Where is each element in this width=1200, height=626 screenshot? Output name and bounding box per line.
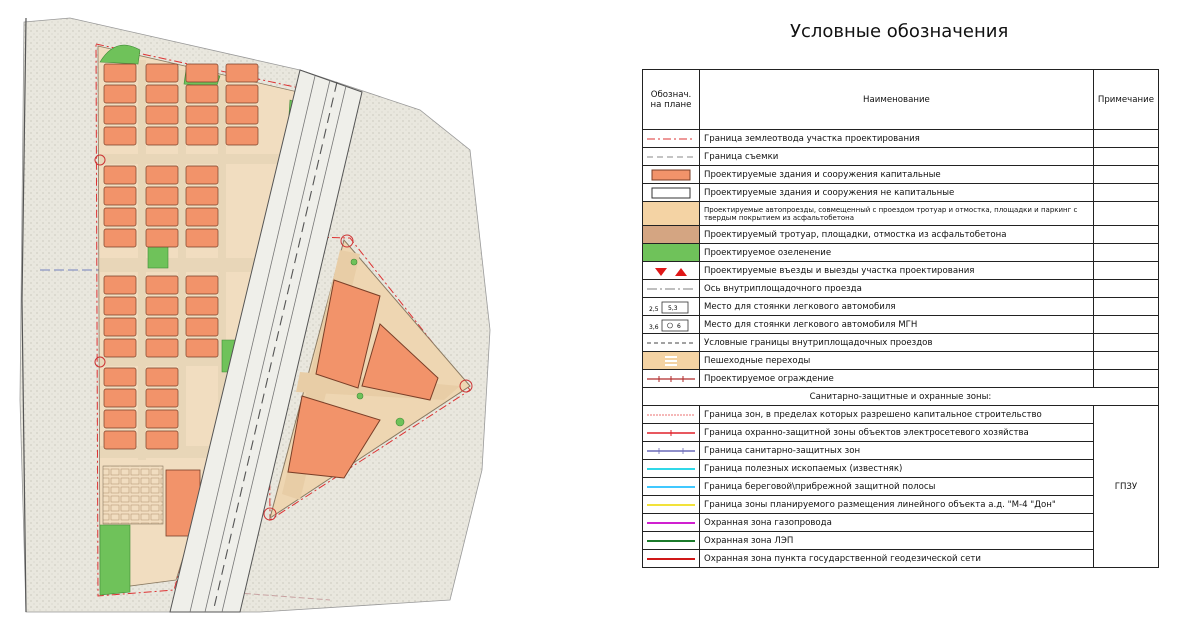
capital-building-symbol (643, 166, 700, 184)
house (146, 297, 178, 315)
zone-row (643, 406, 1159, 424)
zone-line-symbol (643, 406, 700, 424)
zone-label: Граница зон, в пределах которых разрешено капитальное строительство (700, 406, 1094, 424)
house (104, 208, 136, 226)
legend-row (643, 226, 1159, 244)
house (186, 187, 218, 205)
house (146, 127, 178, 145)
legend-row (643, 244, 1159, 262)
legend-item-label: Граница землеотвода участка проектирования (700, 130, 1094, 148)
dash-boundary-symbol (643, 334, 700, 352)
header-note: Примечание (1093, 70, 1158, 130)
zones-note: ГПЗУ (1093, 406, 1158, 568)
legend-row (643, 334, 1159, 352)
house (104, 127, 136, 145)
house (104, 276, 136, 294)
zone-row (643, 424, 1159, 442)
parking-symbol (643, 298, 700, 316)
zone-row (643, 478, 1159, 496)
zone-label: Охранная зона газопровода (700, 514, 1094, 532)
legend-item-label: Пешеходные переходы (700, 352, 1094, 370)
legend-row (643, 316, 1159, 334)
legend-item-label: Место для стоянки легкового автомобиля МГН (700, 316, 1094, 334)
house (104, 166, 136, 184)
zone-line-symbol (643, 496, 700, 514)
house (104, 106, 136, 124)
legend-item-label: Проектируемые автопроезды, совмещенный с проездом тротуар и отмостка, площадки и паркинг с твердым покрытием из асфальтобетона (700, 202, 1094, 226)
zone-row (643, 460, 1159, 478)
legend-item-label: Ось внутриплощадочного проезда (700, 280, 1094, 298)
legend-item-label: Проектируемый тротуар, площадки, отмостка из асфальтобетона (700, 226, 1094, 244)
house (186, 297, 218, 315)
zone-row (643, 514, 1159, 532)
crosswalk-symbol (643, 352, 700, 370)
house (104, 64, 136, 82)
zone-row (643, 496, 1159, 514)
house (146, 85, 178, 103)
legend-row (643, 280, 1159, 298)
zone-line-symbol (643, 442, 700, 460)
house (146, 276, 178, 294)
zone-label: Граница полезных ископаемых (известняк) (700, 460, 1094, 478)
house (186, 85, 218, 103)
zone-label: Охранная зона пункта государственной геодезической сети (700, 550, 1094, 568)
legend-header-row (643, 70, 1159, 130)
legend-item-label: Граница съемки (700, 148, 1094, 166)
zone-row (643, 442, 1159, 460)
legend-item-label: Проектируемое ограждение (700, 370, 1094, 388)
legend-row (643, 298, 1159, 316)
house (146, 106, 178, 124)
house (186, 208, 218, 226)
zone-label: Граница береговой\прибрежной защитной полосы (700, 478, 1094, 496)
greenery-symbol (643, 244, 700, 262)
parking-area (103, 466, 163, 524)
house (146, 187, 178, 205)
house (226, 127, 258, 145)
legend-row (643, 370, 1159, 388)
house (104, 410, 136, 428)
legend-title: Условные обозначения (790, 21, 1009, 42)
legend-row (643, 148, 1159, 166)
house (186, 106, 218, 124)
fence-symbol (643, 370, 700, 388)
header-name: Наименование (700, 70, 1094, 130)
house (104, 229, 136, 247)
zone-label: Граница охранно-защитной зоны объектов электросетевого хозяйства (700, 424, 1094, 442)
house (146, 431, 178, 449)
house (186, 166, 218, 184)
legend-row (643, 352, 1159, 370)
house (104, 85, 136, 103)
house (186, 127, 218, 145)
asphalt-road-symbol (643, 202, 700, 226)
legend-item-label: Проектируемые здания и сооружения не капитальные (700, 184, 1094, 202)
zone-line-symbol (643, 460, 700, 478)
legend-item-label: Проектируемые здания и сооружения капитальные (700, 166, 1094, 184)
house (146, 318, 178, 336)
zone-line-symbol (643, 424, 700, 442)
house (146, 208, 178, 226)
zone-line-symbol (643, 514, 700, 532)
legend-item-label: Проектируемое озеленение (700, 244, 1094, 262)
house (104, 431, 136, 449)
legend-item-label: Место для стоянки легкового автомобиля (700, 298, 1094, 316)
house (186, 64, 218, 82)
entry-arrows-icon (643, 262, 700, 280)
legend-row (643, 202, 1159, 226)
legend-row (643, 262, 1159, 280)
house (146, 229, 178, 247)
zone-line-symbol (643, 550, 700, 568)
house (186, 318, 218, 336)
house (226, 64, 258, 82)
zones-section-title: Санитарно-защитные и охранные зоны: (643, 388, 1159, 406)
parking-mgn-width-dim: 3,6 (649, 323, 659, 331)
house (104, 368, 136, 386)
house (186, 276, 218, 294)
zone-line-symbol (643, 478, 700, 496)
header-symbol: Обознач. на плане (643, 70, 700, 130)
parking-mgn-length-dim: 6 (677, 322, 681, 330)
house (104, 187, 136, 205)
boundary-line-symbol (643, 130, 700, 148)
house (146, 166, 178, 184)
house (226, 106, 258, 124)
zone-row (643, 550, 1159, 568)
legend-row (643, 184, 1159, 202)
parking-length-dim: 5,3 (668, 304, 678, 312)
noncapital-building-symbol (643, 184, 700, 202)
legend-section-row (643, 388, 1159, 406)
survey-line-symbol (643, 148, 700, 166)
parking-mgn-symbol (643, 316, 700, 334)
house (186, 339, 218, 357)
house (104, 318, 136, 336)
house (104, 297, 136, 315)
zone-row (643, 532, 1159, 550)
house (146, 410, 178, 428)
house (146, 389, 178, 407)
house (104, 339, 136, 357)
parking-width-dim: 2,5 (649, 305, 659, 313)
legend-row (643, 130, 1159, 148)
house (104, 389, 136, 407)
legend-item-label: Проектируемые въезды и выезды участка проектирования (700, 262, 1094, 280)
house (146, 368, 178, 386)
house (226, 85, 258, 103)
zone-label: Граница зоны планируемого размещения линейного объекта а.д. "М-4 "Дон" (700, 496, 1094, 514)
sidewalk-symbol (643, 226, 700, 244)
axis-line-symbol (643, 280, 700, 298)
legend-row (643, 166, 1159, 184)
house (146, 339, 178, 357)
house (186, 229, 218, 247)
legend-table (642, 69, 1159, 568)
zone-label: Граница санитарно-защитных зон (700, 442, 1094, 460)
zone-line-symbol (643, 532, 700, 550)
zone-label: Охранная зона ЛЭП (700, 532, 1094, 550)
legend-item-label: Условные границы внутриплощадочных проездов (700, 334, 1094, 352)
house (146, 64, 178, 82)
